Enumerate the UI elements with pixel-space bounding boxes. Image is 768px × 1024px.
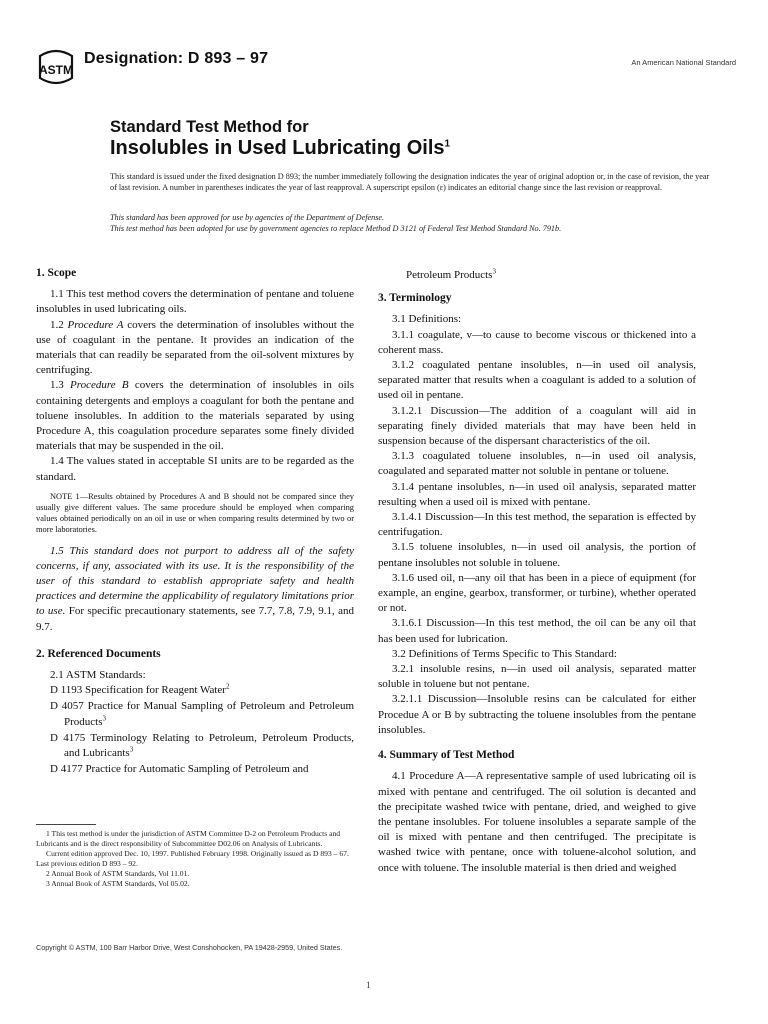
para-3-1-1: 3.1.1 coagulate, v—to cause to become viscous or thickened into a coherent mass.: [378, 328, 696, 356]
astm-logo-icon: [36, 48, 76, 88]
ref-continuation: [378, 268, 696, 283]
para-3-1-6-1: 3.1.6.1 Discussion—In this test method, the oil can be any oil that has been used for lubrication.: [378, 617, 696, 645]
para-1-2-em: Procedure A: [67, 318, 124, 331]
footnote-2: 2 Annual Book of ASTM Standards, Vol 11.01.: [46, 869, 190, 878]
list-item: [50, 699, 354, 729]
copyright-notice: Copyright © ASTM, 100 Barr Harbor Drive, West Conshohocken, PA 19428-2959, United States.: [36, 943, 343, 952]
ref-sup: 2: [225, 682, 230, 691]
para-1-5: [36, 544, 354, 635]
para-1-2: [36, 318, 354, 379]
para-2-1: 2.1 ASTM Standards:: [50, 669, 146, 682]
para-1-3: [36, 378, 354, 454]
para-3-2-1: 3.2.1 insoluble resins, n—in used oil analysis, separated matter soluble in toluene but not pentane.: [378, 663, 696, 691]
section-heading-summary: 4. Summary of Test Method: [378, 749, 515, 762]
ref-cont-sup: 3: [492, 267, 496, 276]
ref-text: D 4175 Terminology Relating to Petroleum, Petroleum Products, and Lubricants: [50, 731, 354, 760]
footnote-1-edition: Current edition approved Dec. 10, 1997. Published February 1998. Originally issued as D 893 – 67. Last previous edition D 893 – 92.: [36, 849, 349, 868]
para-1-4: 1.4 The values stated in acceptable SI units are to be regarded as the standard.: [36, 455, 354, 483]
note-1: NOTE 1—Results obtained by Procedures A and B should not be compared since they usually give different values. The same procedure should be employed when comparing values obtained periodically on an oil in use or when comparing results determined by two or more laboratories.: [36, 491, 354, 535]
ref-text: D 1193 Specification for Reagent Water: [50, 684, 226, 697]
issue-note: [110, 172, 710, 193]
section-heading-terminology: 3. Terminology: [378, 292, 452, 305]
approval-notes: [110, 213, 710, 234]
document-header: [36, 44, 736, 94]
approval-note-dod: This standard has been approved for use by agencies of the Department of Defense.: [110, 213, 385, 222]
para-3-1-5: 3.1.5 toluene insolubles, n—in used oil analysis, the portion of pentane insolubles not soluble in toluene.: [378, 541, 696, 569]
list-item: [50, 762, 354, 777]
ref-cont-text: Petroleum Products: [406, 269, 493, 281]
logo-text: ASTM: [39, 63, 73, 77]
footnote-3: 3 Annual Book of ASTM Standards, Vol 05.02.: [46, 879, 190, 888]
para-3-2-1-1: 3.2.1.1 Discussion—Insoluble resins can be calculated for either Procedue A or B by subtracting the toluene insolubles from the pentane insolubles.: [378, 693, 696, 736]
references-list: [36, 683, 354, 777]
ref-sup: 3: [129, 745, 134, 754]
para-3-1-3: 3.1.3 coagulated toluene insolubles, n—in used oil analysis, coagulated and separated matter not soluble in pentane or toluene.: [378, 450, 696, 478]
left-column: [36, 262, 354, 779]
para-1-2-text: covers the determination of insolubles without the use of coagulant in the pentane. It provides an indication of the materials that can readily be separated from the oil-solvent mixtures by centrifuging.: [36, 318, 354, 377]
para-1-2-label: 1.2: [50, 318, 64, 331]
designation: Designation: D 893 – 97: [84, 50, 269, 67]
right-column: [378, 268, 696, 876]
american-national-standard-label: An American National Standard: [631, 58, 736, 67]
para-3-1-4-1: 3.1.4.1 Discussion—In this test method, the separation is effected by centrifugation.: [378, 511, 696, 539]
section-heading-referenced-documents: 2. Referenced Documents: [36, 647, 161, 660]
title-main: Insolubles in Used Lubricating Oils: [110, 137, 445, 159]
ref-text: D 4177 Practice for Automatic Sampling of Petroleum and: [50, 763, 309, 776]
para-4-1: 4.1 Procedure A—A representative sample of used lubricating oil is mixed with pentane and centrifuged. The oil solution is decanted and the precipitate washed twice with pentane, dried, and weighed to give the pentane insolubles. For toluene insolubles a separate sample of the oil is mixed with pentane and then centrifuged. The precipitate is washed twice with pentane, once with toluene-alcohol solution, and once with toluene. The insoluble material is then dried and weighed: [378, 770, 696, 874]
title-line-1: Standard Test Method for: [110, 118, 309, 136]
footnote-1: 1 This test method is under the jurisdiction of ASTM Committee D-2 on Petroleum Products and Lubricants and is the direct responsibility of Subcommittee D02.06 on Analysis of Lubricants.: [36, 829, 341, 848]
ref-text: D 4057 Practice for Manual Sampling of Petroleum and Petroleum Products: [50, 700, 354, 728]
footnote-divider: [36, 824, 96, 825]
document-title: [110, 117, 710, 159]
approval-note-federal: This test method has been adopted for use by government agencies to replace Method D 3121 of Federal Test Method Standard No. 791b.: [110, 223, 562, 233]
para-3-1-2-1: 3.1.2.1 Discussion—The addition of a coagulant will aid in separating finely divided materials that may have been held in suspension because of the dispersant characteristics of the oil.: [378, 404, 696, 448]
page-number: 1: [366, 980, 371, 990]
list-item: [50, 683, 354, 698]
section-heading-scope: 1. Scope: [36, 267, 77, 279]
para-3-1-4: 3.1.4 pentane insolubles, n—in used oil analysis, separated matter resulting when a used oil is mixed with pentane.: [378, 480, 696, 508]
para-1-3-label: 1.3: [50, 379, 64, 392]
issue-note-text: This standard is issued under the fixed designation D 893; the number immediately following the designation indicates the year of original adoption or, in the case of revision, the year of last revision. A number in parentheses indicates the year of last reapproval. A superscript epsilon (ε) indicates an editorial change since the last revision or reapproval.: [110, 172, 710, 192]
para-3-2: 3.2 Definitions of Terms Specific to This Standard:: [392, 647, 617, 660]
para-3-1-6: 3.1.6 used oil, n—any oil that has been in a piece of equipment (for example, an engine, gearbox, transformer, or turbine), whether operated or not.: [378, 571, 696, 615]
title-line-2: [110, 137, 710, 159]
safety-statement: 1.5 This standard does not purport to address all of the safety concerns, if any, associated with its use. It is the responsibility of the user of this standard to establish appropriate safety and health practices and determine the applicability of regulatory limitations prior to use.: [36, 544, 354, 618]
para-1-1: 1.1 This test method covers the determination of pentane and toluene insolubles in used lubricating oils.: [36, 288, 354, 316]
para-3-1: 3.1 Definitions:: [392, 313, 462, 326]
footnotes: [36, 824, 354, 889]
para-1-3-text: covers the determination of insolubles in oils containing detergents and employs a coagulant for both the pentane and toluene insolubles. In addition to the materials separated by using Procedure A, this coagulation procedure separates some finely divided materials that may be suspended in the oil.: [36, 379, 355, 453]
ref-sup: 3: [102, 714, 106, 723]
precaution-refs: For specific precautionary statements, see 7.7, 7.8, 7.9, 9.1, and 9.7.: [36, 605, 354, 633]
para-3-1-2: 3.1.2 coagulated pentane insolubles, n—in used oil analysis, separated matter that results when a coagulant is added to a solution of used oil in pentane.: [378, 359, 696, 402]
title-footnote-ref: 1: [444, 138, 451, 150]
para-1-3-em: Procedure B: [70, 379, 129, 392]
list-item: [50, 731, 354, 761]
